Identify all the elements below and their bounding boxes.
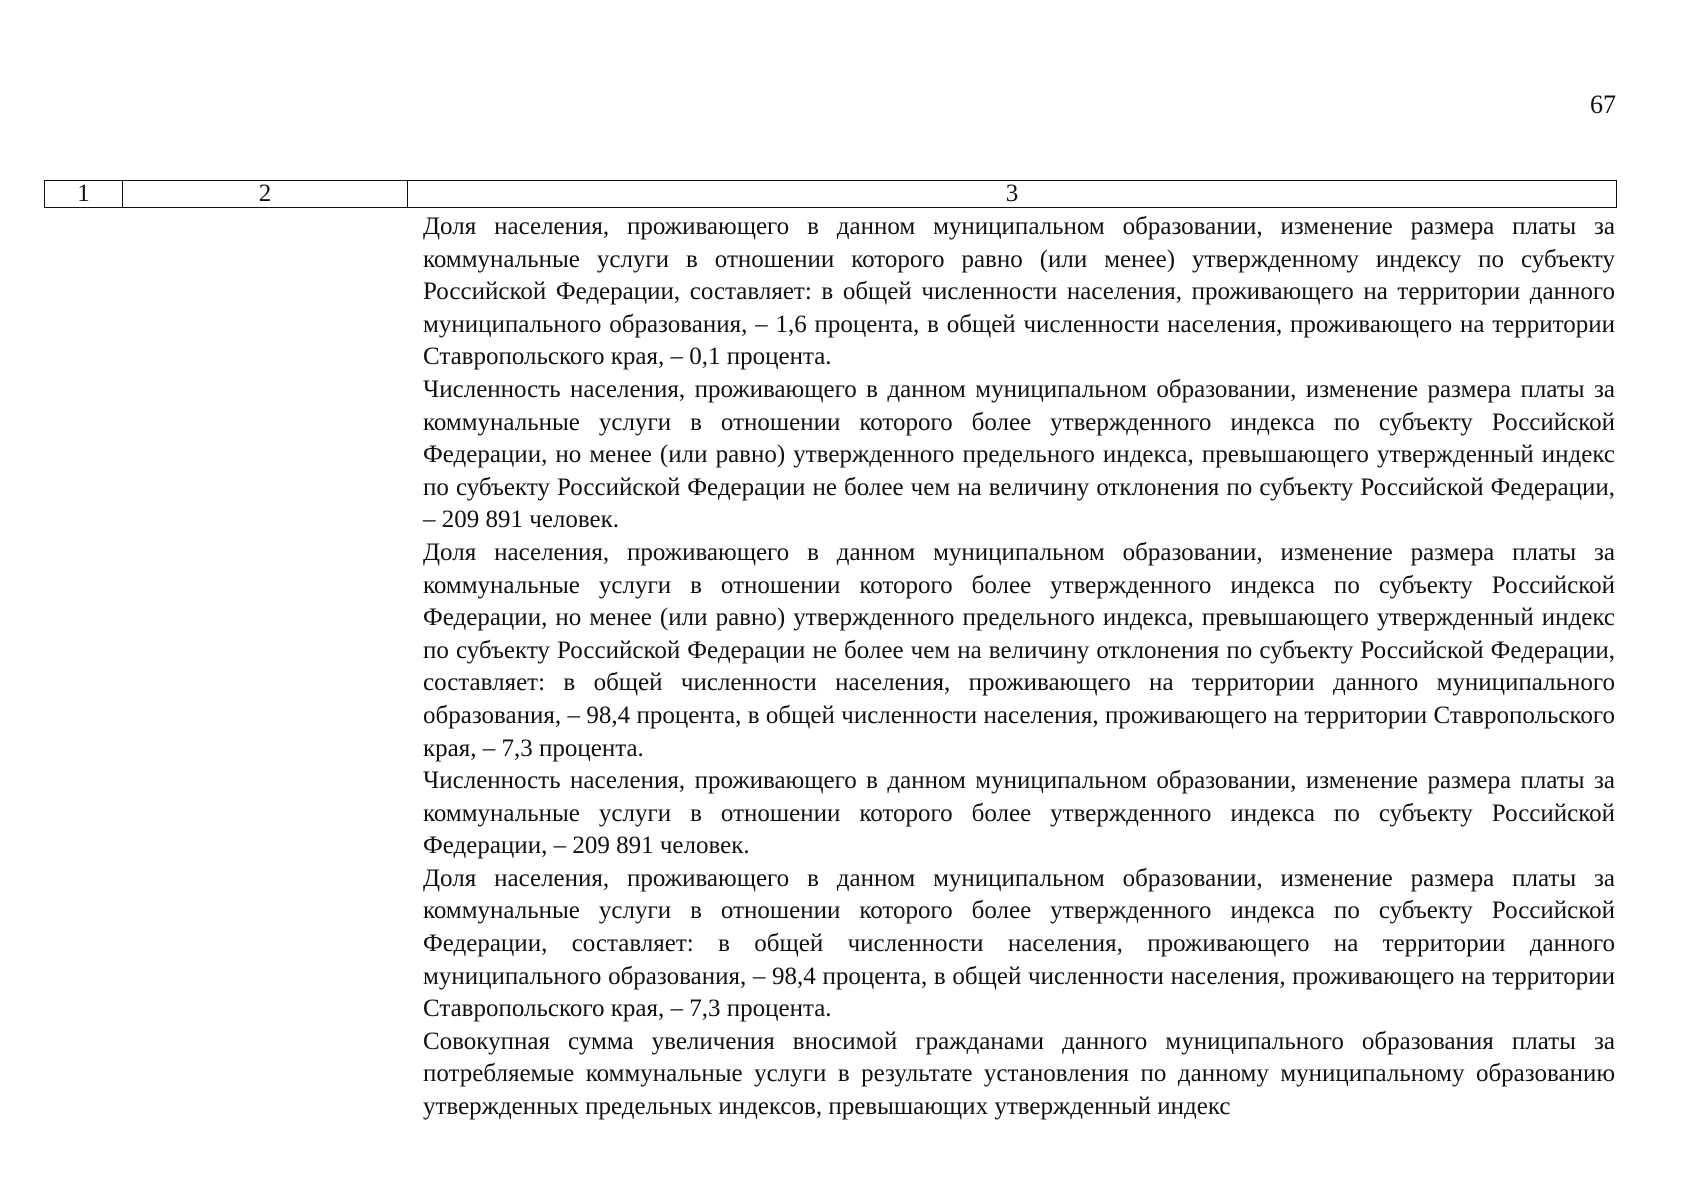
table-header-cell-1: 1 (45, 181, 123, 207)
paragraph-count-within-limit: Численность населения, проживающего в данном муниципальном образовании, изменение размера платы за коммунальные услуги в отношении которого более утвержденного индекса по субъекту Российской Федерации, но менее (или равно) утвержденного предельного индекса, превышающего утвержденный индекс по субъекту Российской Федерации не более чем на величину отклонения по субъекту Российской Федерации, – 209 891 человек. (423, 375, 1615, 534)
table-header-cell-3: 3 (1005, 180, 1019, 207)
paragraph-total-increase: Совокупная сумма увеличения вносимой гражданами данного муниципального образования платы за потребляемые коммунальные услуги в результате установления по данному муниципальному образованию утвержденных предельных индексов, превышающих утвержденный индекс (423, 1027, 1615, 1121)
paragraph-share-above-index: Доля населения, проживающего в данном муниципальном образовании, изменение размера платы за коммунальные услуги в отношении которого более утвержденного индекса по субъекту Российской Федерации, составляет: в общей численности населения, проживающего на территории данного муниципального образования, – 98,4 процента, в общей численности населения, проживающего на территории Ставропольского края, – 7,3 процента. (423, 864, 1615, 1023)
table-header-row (44, 180, 1617, 208)
paragraph-share-equal-index: Доля населения, проживающего в данном муниципальном образовании, изменение размера платы за коммунальные услуги в отношении которого равно (или менее) утвержденному индексу по субъекту Российской Федерации, составляет: в общей численности населения, проживающего на территории данного муниципального образования, – 1,6 процента, в общей численности населения, проживающего на территории Ставропольского края, – 0,1 процента. (423, 213, 1615, 371)
page-number: 67 (1590, 90, 1616, 119)
table-column-3-content (423, 211, 1615, 1124)
table-header-cell-2: 2 (123, 181, 408, 207)
paragraph-count-above-index: Численность населения, проживающего в данном муниципальном образовании, изменение размера платы за коммунальные услуги в отношении которого более утвержденного индекса по субъекту Российской Федерации, – 209 891 человек. (423, 767, 1615, 860)
paragraph-share-within-limit: Доля населения, проживающего в данном муниципальном образовании, изменение размера платы за коммунальные услуги в отношении которого более утвержденного индекса по субъекту Российской Федерации, но менее (или равно) утвержденного предельного индекса, превышающего утвержденный индекс по субъекту Российской Федерации не более чем на величину отклонения по субъекту Российской Федерации, составляет: в общей численности населения, проживающего на территории данного муниципального образования, – 98,4 процента, в общей численности населения, проживающего на территории Ставропольского края, – 7,3 процента. (423, 538, 1615, 762)
